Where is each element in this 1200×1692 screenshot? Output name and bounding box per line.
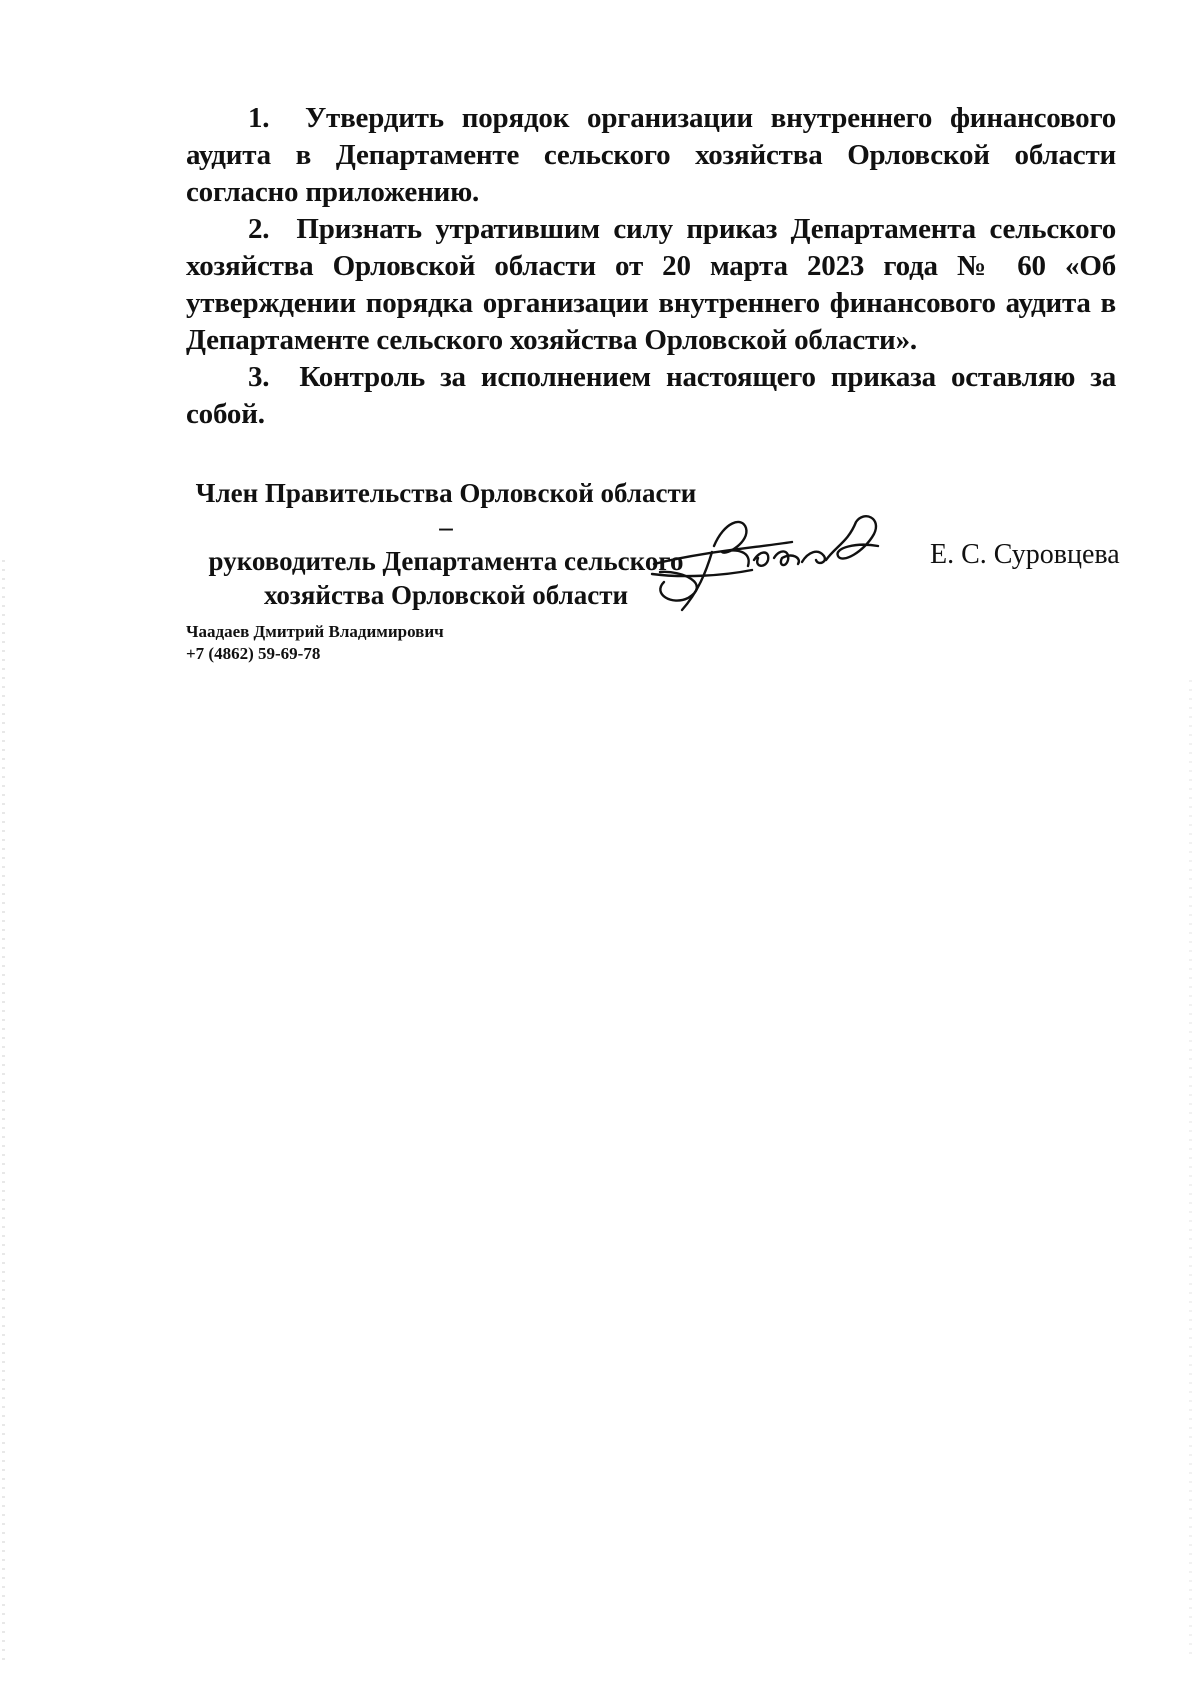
scan-artifact bbox=[1189, 680, 1192, 1660]
signer-name: Е. С. Суровцева bbox=[930, 539, 1120, 570]
signer-title-line: хозяйства Орловской области bbox=[263, 580, 629, 610]
paragraph-text: Контроль за исполнением настоящего приказа оставляю за собой. bbox=[186, 361, 1116, 430]
scan-artifact bbox=[2, 560, 5, 1660]
order-body bbox=[186, 100, 1116, 433]
paragraph-text: Утвердить порядок организации внутреннего финансового аудита в Департаменте сельского хозяйства Орловской области согласно приложению. bbox=[186, 102, 1116, 208]
paragraph-number: 1. bbox=[248, 102, 270, 134]
paragraph-text: Признать утратившим силу приказ Департамента сельского хозяйства Орловской области от 20 марта 2023 года № 60 «Об утверждении порядка организации внутреннего финансового аудита в Департаменте сельского хозяйства Орловской области». bbox=[186, 213, 1116, 356]
paragraph-number: 2. bbox=[248, 213, 270, 245]
paragraph-1 bbox=[186, 100, 1116, 211]
signer-title bbox=[186, 476, 706, 612]
paragraph-3 bbox=[186, 359, 1116, 433]
signer-title-line: Член Правительства Орловской области – bbox=[195, 478, 697, 542]
executor-name: Чаадаев Дмитрий Владимирович bbox=[186, 622, 444, 641]
signer-title-line: руководитель Департамента сельского bbox=[208, 546, 684, 576]
handwritten-signature bbox=[642, 512, 892, 612]
executor-info bbox=[186, 621, 444, 665]
paragraph-2 bbox=[186, 211, 1116, 359]
executor-phone: +7 (4862) 59-69-78 bbox=[186, 644, 321, 663]
paragraph-number: 3. bbox=[248, 361, 270, 393]
